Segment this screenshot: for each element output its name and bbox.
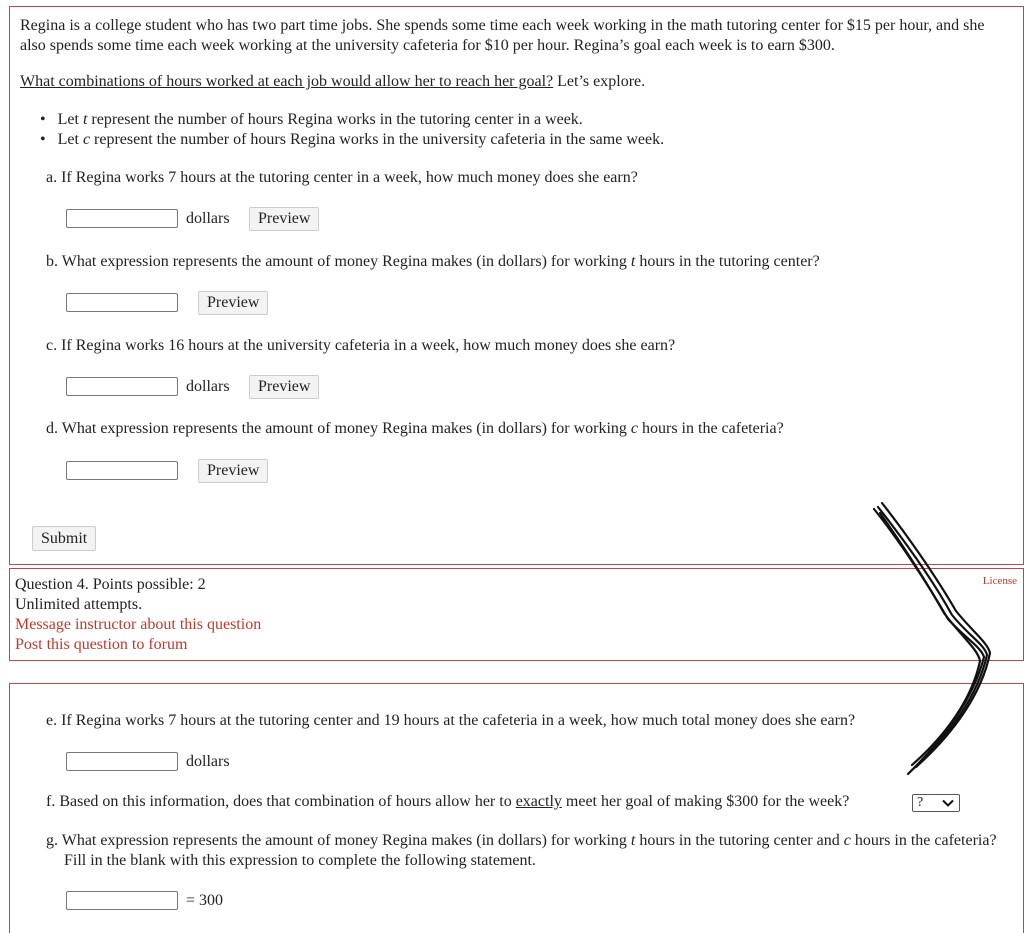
exploration-question: What combinations of hours worked at each job would allow her to reach her goal? Let’s explore. <box>20 73 646 90</box>
part-a-unit: dollars <box>186 210 230 227</box>
message-instructor-link[interactable]: Message instructor about this question <box>15 616 262 633</box>
exploration-question-link[interactable]: What combinations of hours worked at each job would allow her to reach her goal? <box>20 73 554 90</box>
part-c-unit: dollars <box>186 378 230 395</box>
part-d-preview-button[interactable]: Preview <box>198 459 268 483</box>
part-b-question: b. What expression represents the amount of money Regina makes (in dollars) for working t hours in the tutoring center? <box>46 253 820 270</box>
part-a-question: a. If Regina works 7 hours at the tutoring center in a week, how much money does she earn? <box>46 169 638 186</box>
bullet-t: • Let t represent the number of hours Regina works in the tutoring center in a week. <box>40 111 583 128</box>
part-d-answer-input[interactable] <box>66 461 178 480</box>
part-e-question: e. If Regina works 7 hours at the tutoring center and 19 hours at the cafeteria in a week, how much total money does she earn? <box>46 712 856 729</box>
part-e-unit: dollars <box>186 753 230 770</box>
part-b-preview-button[interactable]: Preview <box>198 291 268 315</box>
attempts-info: Unlimited attempts. <box>15 596 143 613</box>
part-a-preview-button[interactable]: Preview <box>249 207 319 231</box>
license-link[interactable]: License <box>982 575 1017 587</box>
question-points: Question 4. Points possible: 2 <box>15 576 206 593</box>
part-a-answer-input[interactable] <box>66 209 178 228</box>
part-f-select[interactable] <box>912 794 960 812</box>
question-panel <box>9 6 1024 565</box>
part-g-answer-input[interactable] <box>66 891 178 910</box>
part-c-answer-input[interactable] <box>66 377 178 396</box>
part-b-answer-input[interactable] <box>66 293 178 312</box>
submit-button[interactable]: Submit <box>32 526 96 551</box>
post-to-forum-link[interactable]: Post this question to forum <box>15 636 188 653</box>
part-c-preview-button[interactable]: Preview <box>249 375 319 399</box>
bullet-c: • Let c represent the number of hours Regina works in the university cafeteria in the same week. <box>40 131 665 148</box>
part-c-question: c. If Regina works 16 hours at the university cafeteria in a week, how much money does she earn? <box>46 337 676 354</box>
problem-intro: Regina is a college student who has two part time jobs. She spends some time each week working in the math tutoring center for $15 per hour, and she also spends some time each week working at the university cafeteria for $10 per hour. Regina’s goal each week is to earn $300. <box>20 17 985 54</box>
part-g-question: g. What expression represents the amount of money Regina makes (in dollars) for working t hours in the tutoring center and c hours in the cafeteria? Fill in the blank with this expression to complete the following statement. <box>46 832 997 869</box>
part-g-equals: = 300 <box>186 892 224 909</box>
part-f-select-value: ? <box>917 795 924 810</box>
hand-drawn-arrow-icon <box>860 495 1000 785</box>
part-d-question: d. What expression represents the amount of money Regina makes (in dollars) for working c hours in the cafeteria? <box>46 420 784 437</box>
part-f-question: f. Based on this information, does that combination of hours allow her to exactly meet her goal of making $300 for the week? <box>46 793 850 810</box>
chevron-down-icon <box>942 799 954 808</box>
part-e-answer-input[interactable] <box>66 752 178 771</box>
